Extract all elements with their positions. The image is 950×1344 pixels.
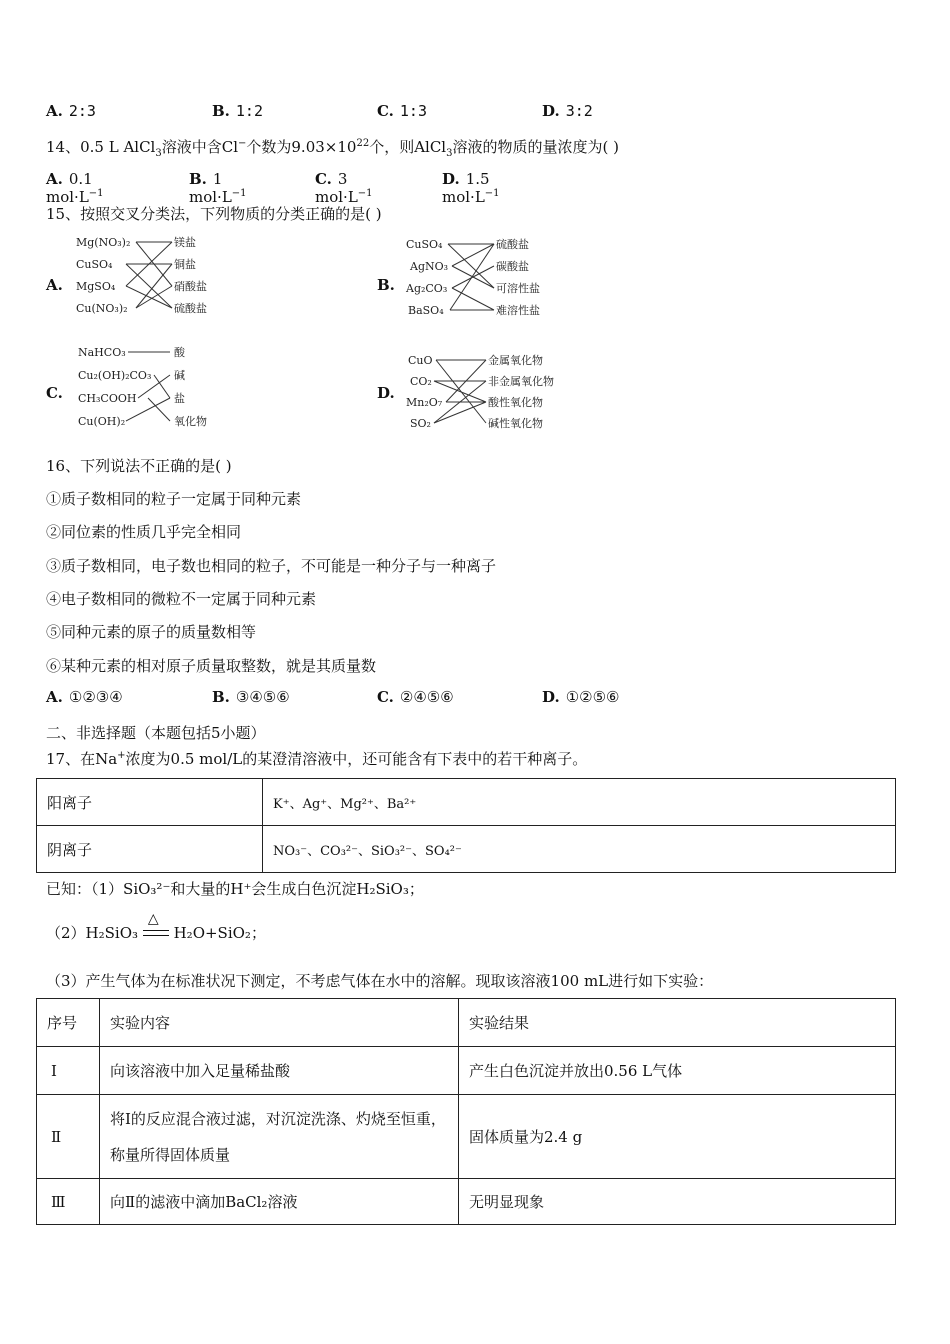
q15-b-right-0: 硫酸盐 bbox=[496, 238, 529, 251]
q13-option-b[interactable]: B. 1:2 bbox=[212, 102, 263, 120]
q15-c-left-1: Cu₂(OH)₂CO₃ bbox=[78, 369, 152, 382]
q15-a-left-3: Cu(NO₃)₂ bbox=[76, 302, 128, 315]
q14-option-b[interactable]: B. 1 $mol\cdot L^{-1}$ bbox=[189, 170, 247, 206]
exp-result: 产生白色沉淀并放出0.56 L气体 bbox=[459, 1047, 896, 1095]
known2-right: H₂O+SiO₂； bbox=[173, 924, 266, 942]
q15-d-right-1: 非金属氧化物 bbox=[488, 375, 554, 388]
q16-statement-3: ③质子数相同，电子数也相同的粒子，不可能是一种分子与一种离子 bbox=[46, 557, 497, 575]
table-row bbox=[37, 779, 896, 826]
table-row bbox=[37, 1047, 896, 1095]
q15-d-left-1: CO₂ bbox=[410, 375, 432, 388]
q15-c-right-3: 氧化物 bbox=[174, 415, 207, 428]
q15-option-c-label[interactable]: C. bbox=[46, 384, 63, 402]
q15-option-d-label[interactable]: D. bbox=[377, 384, 395, 402]
q13-option-a[interactable]: A. 2:3 bbox=[46, 102, 96, 120]
q15-option-b-label[interactable]: B. bbox=[377, 276, 395, 294]
q16-statement-1: ①质子数相同的粒子一定属于同种元素 bbox=[46, 490, 302, 508]
q15-d-left-3: SO₂ bbox=[410, 417, 431, 430]
q15-d-right-2: 酸性氧化物 bbox=[488, 396, 543, 409]
q16-option-b[interactable]: B. ③④⑤⑥ bbox=[212, 688, 290, 706]
q16-option-a[interactable]: A. ①②③④ bbox=[46, 688, 123, 706]
ion-list-anion: NO₃⁻、CO₃²⁻、SiO₃²⁻、SO₄²⁻ bbox=[263, 826, 896, 873]
q14-option-c[interactable]: C. 3 $mol\cdot L^{-1}$ bbox=[315, 170, 373, 206]
q15-b-left-1: AgNO₃ bbox=[410, 260, 449, 273]
header-content: 实验内容 bbox=[100, 999, 459, 1047]
header-result: 实验结果 bbox=[459, 999, 896, 1047]
q15-c-right-1: 碱 bbox=[174, 369, 185, 382]
q15-a-right-0: 镁盐 bbox=[174, 236, 196, 249]
header-no: 序号 bbox=[37, 999, 100, 1047]
table-header-row bbox=[37, 999, 896, 1047]
q15-c-left-3: Cu(OH)₂ bbox=[78, 415, 126, 428]
q15-c-right-0: 酸 bbox=[174, 346, 185, 359]
exp-no: Ⅲ bbox=[37, 1179, 100, 1225]
q14-option-a[interactable]: A. 0.1 $mol\cdot L^{-1}$ bbox=[46, 170, 104, 206]
q17-known-3: （3）产生气体为在标准状况下测定，不考虑气体在水中的溶解。现取该溶液100 mL进行如下实验： bbox=[46, 972, 714, 990]
q15-b-right-2: 可溶性盐 bbox=[496, 282, 540, 295]
q15-d-right-3: 碱性氧化物 bbox=[488, 417, 543, 430]
q13-option-d[interactable]: D. 3:2 bbox=[542, 102, 593, 120]
q15-c-left-2: CH₃COOH bbox=[78, 392, 137, 405]
q16-statement-5: ⑤同种元素的原子的质量数相等 bbox=[46, 623, 257, 641]
q15-b-left-2: Ag₂CO₃ bbox=[406, 282, 448, 295]
heat-icon: △ bbox=[147, 911, 159, 927]
ion-list-cation: K⁺、Ag⁺、Mg²⁺、Ba²⁺ bbox=[263, 779, 896, 826]
experiment-table bbox=[36, 998, 896, 1225]
q16-statement-4: ④电子数相同的微粒不一定属于同种元素 bbox=[46, 590, 317, 608]
q17-known-2 bbox=[46, 911, 266, 943]
known2-left: （2）H₂SiO₃ bbox=[46, 924, 139, 942]
q15-diagram-c bbox=[76, 342, 246, 434]
q15-b-right-3: 难溶性盐 bbox=[496, 304, 540, 317]
q14-stem: 14、0.5 L AlCl$_3$溶液中含Cl−个数为$9.03\times 10^{22}$个，则AlCl$_3$溶液的物质的量浓度为( ) bbox=[46, 138, 619, 159]
q15-b-left-3: BaSO₄ bbox=[408, 304, 444, 317]
ion-label-cation: 阳离子 bbox=[37, 779, 263, 826]
exp-result: 无明显现象 bbox=[459, 1179, 896, 1225]
q15-diagram-b bbox=[404, 234, 574, 322]
table-row bbox=[37, 1095, 896, 1179]
q13-option-c[interactable]: C. 1:3 bbox=[377, 102, 427, 120]
exp-result: 固体质量为2.4 g bbox=[459, 1095, 896, 1179]
q16-option-d[interactable]: D. ①②⑤⑥ bbox=[542, 688, 620, 706]
q15-d-left-2: Mn₂O₇ bbox=[406, 396, 443, 409]
q14-option-d[interactable]: D. 1.5 $mol\cdot L^{-1}$ bbox=[442, 170, 500, 206]
exp-content: 向该溶液中加入足量稀盐酸 bbox=[100, 1047, 459, 1095]
q15-a-right-1: 铜盐 bbox=[174, 258, 196, 271]
q15-c-left-0: NaHCO₃ bbox=[78, 346, 126, 359]
q15-d-right-0: 金属氧化物 bbox=[488, 354, 543, 367]
q15-a-left-0: Mg(NO₃)₂ bbox=[76, 236, 131, 249]
q17-known-1: 已知：（1）SiO₃²⁻和大量的H⁺会生成白色沉淀H₂SiO₃； bbox=[46, 880, 424, 898]
exp-no: Ⅰ bbox=[37, 1047, 100, 1095]
q15-diagram-a bbox=[74, 234, 244, 322]
q15-b-right-1: 碳酸盐 bbox=[496, 260, 529, 273]
q16-stem: 16、下列说法不正确的是( ) bbox=[46, 457, 232, 475]
q17-stem: 17、在Na+浓度为0.5 mol/L的某澄清溶液中，还可能含有下表中的若干种离子。 bbox=[46, 750, 588, 768]
heat-equal-sign bbox=[143, 911, 169, 943]
q16-statement-6: ⑥某种元素的相对原子质量取整数，就是其质量数 bbox=[46, 657, 377, 675]
exp-content: 将Ⅰ的反应混合液过滤，对沉淀洗涤、灼烧至恒重，称量所得固体质量 bbox=[100, 1095, 459, 1179]
exp-no: Ⅱ bbox=[37, 1095, 100, 1179]
q16-option-c[interactable]: C. ②④⑤⑥ bbox=[377, 688, 454, 706]
table-row bbox=[37, 1179, 896, 1225]
q15-a-left-1: CuSO₄ bbox=[76, 258, 113, 271]
q16-statement-2: ②同位素的性质几乎完全相同 bbox=[46, 523, 242, 541]
q15-a-left-2: MgSO₄ bbox=[76, 280, 116, 293]
q15-stem: 15、按照交叉分类法，下列物质的分类正确的是( ) bbox=[46, 205, 382, 223]
q15-option-a-label[interactable]: A. bbox=[46, 276, 63, 294]
q15-a-right-2: 硝酸盐 bbox=[174, 280, 207, 293]
q15-diagram-d bbox=[404, 350, 584, 434]
ion-table bbox=[36, 778, 896, 873]
table-row bbox=[37, 826, 896, 873]
ion-label-anion: 阴离子 bbox=[37, 826, 263, 873]
q15-d-left-0: CuO bbox=[408, 354, 433, 367]
q15-a-right-3: 硫酸盐 bbox=[174, 302, 207, 315]
section-heading: 二、非选择题（本题包括5小题） bbox=[46, 724, 266, 742]
q15-b-left-0: CuSO₄ bbox=[406, 238, 443, 251]
exp-content: 向Ⅱ的滤液中滴加BaCl₂溶液 bbox=[100, 1179, 459, 1225]
q15-c-right-2: 盐 bbox=[174, 392, 185, 405]
